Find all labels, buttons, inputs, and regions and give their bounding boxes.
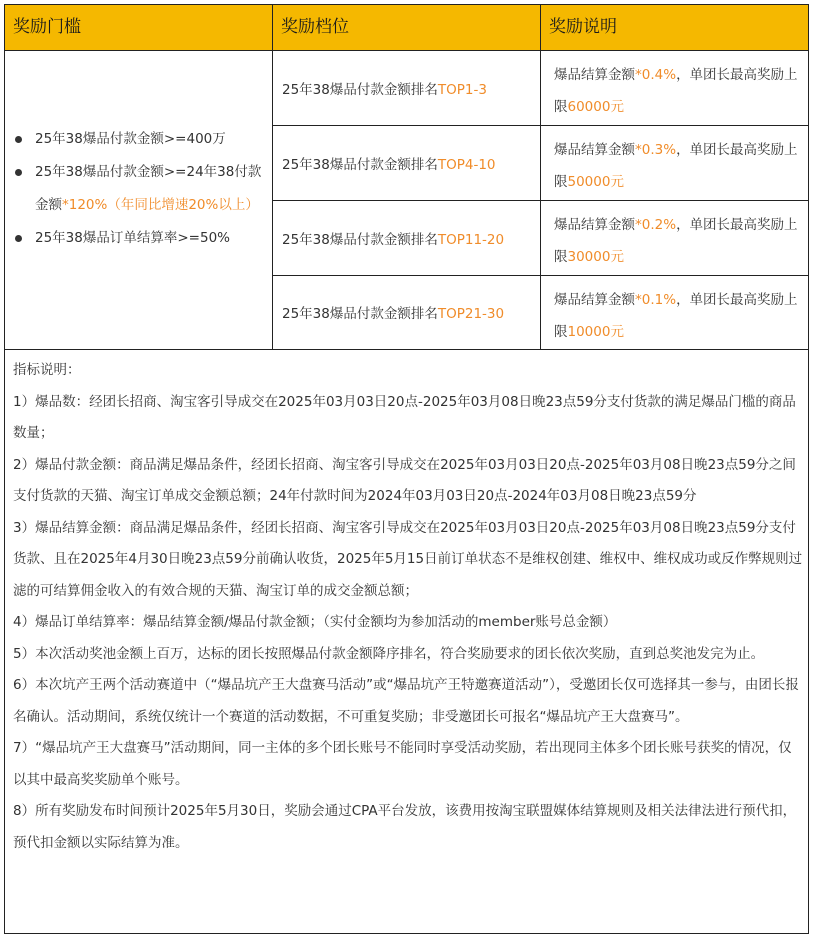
tier-label-text: 25年38爆品付款金额排名 (282, 157, 438, 173)
tier-rank: TOP11-20 (437, 232, 505, 248)
tier-rule (554, 209, 806, 273)
rule-prefix: 爆品结算金额 (554, 217, 635, 233)
bullet-icon (15, 169, 22, 176)
notes-title: 指标说明： (13, 362, 81, 378)
rule-prefix: 爆品结算金额 (554, 292, 635, 308)
rule-prefix: 爆品结算金额 (554, 67, 635, 83)
note-item: 3）爆品结算金额：商品满足爆品条件，经团长招商、淘宝客引导成交在2025年03月03日20点-2025年03月08日晚23点59分支付货款、且在2025年4月30日晚23点59分前确认收货，2025年5月15日前订单状态不是维权创建、维权中、维权成功或反作弊规则过滤的可结算佣金收入的有效合规的天猫、淘宝订单的成交金额总额； (13, 519, 803, 599)
bullet-icon (15, 136, 22, 143)
tier-label (282, 153, 544, 173)
rule-mid: ，单团长最高奖励上限 (554, 217, 798, 265)
tier-label-text: 25年38爆品付款金额排名 (282, 306, 438, 322)
rule-mid: ，单团长最高奖励上限 (554, 292, 798, 340)
list-item (15, 156, 265, 222)
tier-label-text: 25年38爆品付款金额排名 (282, 82, 438, 98)
note-item: 5）本次活动奖池金额上百万，达标的团长按照爆品付款金额降序排名，符合奖励要求的团长依次奖励，直到总奖池发完为止。 (13, 645, 765, 662)
rule-mid: ，单团长最高奖励上限 (554, 142, 798, 190)
threshold-list (15, 123, 265, 255)
divider (5, 349, 808, 350)
rule-cap: 50000元 (567, 174, 624, 190)
divider (272, 5, 273, 350)
header-tier: 奖励档位 (281, 17, 349, 37)
note-item: 2）爆品付款金额：商品满足爆品条件，经团长招商、淘宝客引导成交在2025年03月03日20点-2025年03月08日晚23点59分之间支付货款的天猫、淘宝订单成交金额总额；24年付款时间为2024年03月03日20点-2024年03月08日晚23点59分 (13, 456, 796, 504)
rule-cap: 60000元 (567, 99, 624, 115)
table-header (5, 5, 808, 51)
tier-label (282, 78, 544, 98)
header-description: 奖励说明 (549, 17, 617, 37)
tier-label (282, 302, 544, 322)
list-item (15, 222, 265, 255)
note-item: 7）“爆品坑产王大盘赛马”活动期间，同一主体的多个团长账号不能同时享受活动奖励，若出现同主体多个团长账号获奖的情况，仅以其中最高奖奖励单个账号。 (13, 740, 792, 788)
rule-rate: *0.2% (635, 217, 677, 233)
divider (273, 125, 808, 126)
header-threshold: 奖励门槛 (13, 17, 81, 37)
rule-rate: *0.4% (635, 67, 677, 83)
threshold-text: 25年38爆品付款金额>=400万 (35, 131, 226, 147)
rule-cap: 10000元 (567, 324, 624, 340)
threshold-highlight: *120%（年同比增速20%以上） (62, 197, 259, 213)
tier-label-text: 25年38爆品付款金额排名 (282, 232, 438, 248)
rule-rate: *0.3% (635, 142, 677, 158)
threshold-text: 25年38爆品付款金额>=24年38付款金额 (35, 164, 262, 213)
notes-section (13, 355, 803, 859)
note-item: 6）本次坑产王两个活动赛道中（“爆品坑产王大盘赛马活动”或“爆品坑产王特邀赛道活动”），受邀团长仅可选择其一参与，由团长报名确认。活动期间，系统仅统计一个赛道的活动数据，不可重复奖励；非受邀团长可报名“爆品坑产王大盘赛马”。 (13, 677, 799, 725)
tier-rule (554, 59, 806, 123)
tier-rule (554, 284, 806, 348)
rule-cap: 30000元 (567, 249, 624, 265)
threshold-text: 25年38爆品订单结算率>=50% (35, 230, 230, 246)
note-item: 8）所有奖励发布时间预计2025年5月30日，奖励会通过CPA平台发放，该费用按淘宝联盟媒体结算规则及相关法律法进行预代扣，预代扣金额以实际结算为准。 (13, 803, 797, 851)
tier-rule (554, 134, 806, 198)
bullet-icon (15, 235, 22, 242)
list-item (15, 123, 265, 156)
note-item: 1）爆品数：经团长招商、淘宝客引导成交在2025年03月03日20点-2025年03月08日晚23点59分支付货款的满足爆品门槛的商品数量； (13, 393, 796, 441)
rule-rate: *0.1% (635, 292, 677, 308)
divider (273, 275, 808, 276)
tier-rank: TOP4-10 (437, 157, 496, 173)
divider (540, 5, 541, 350)
tier-rank: TOP1-3 (437, 82, 487, 98)
note-item: 4）爆品订单结算率：爆品结算金额/爆品付款金额；（实付金额均为参加活动的member账号总金额） (13, 614, 617, 630)
divider (273, 200, 808, 201)
rule-mid: ，单团长最高奖励上限 (554, 67, 798, 115)
tier-rank: TOP21-30 (437, 306, 505, 322)
tier-label (282, 228, 544, 248)
rule-prefix: 爆品结算金额 (554, 142, 635, 158)
